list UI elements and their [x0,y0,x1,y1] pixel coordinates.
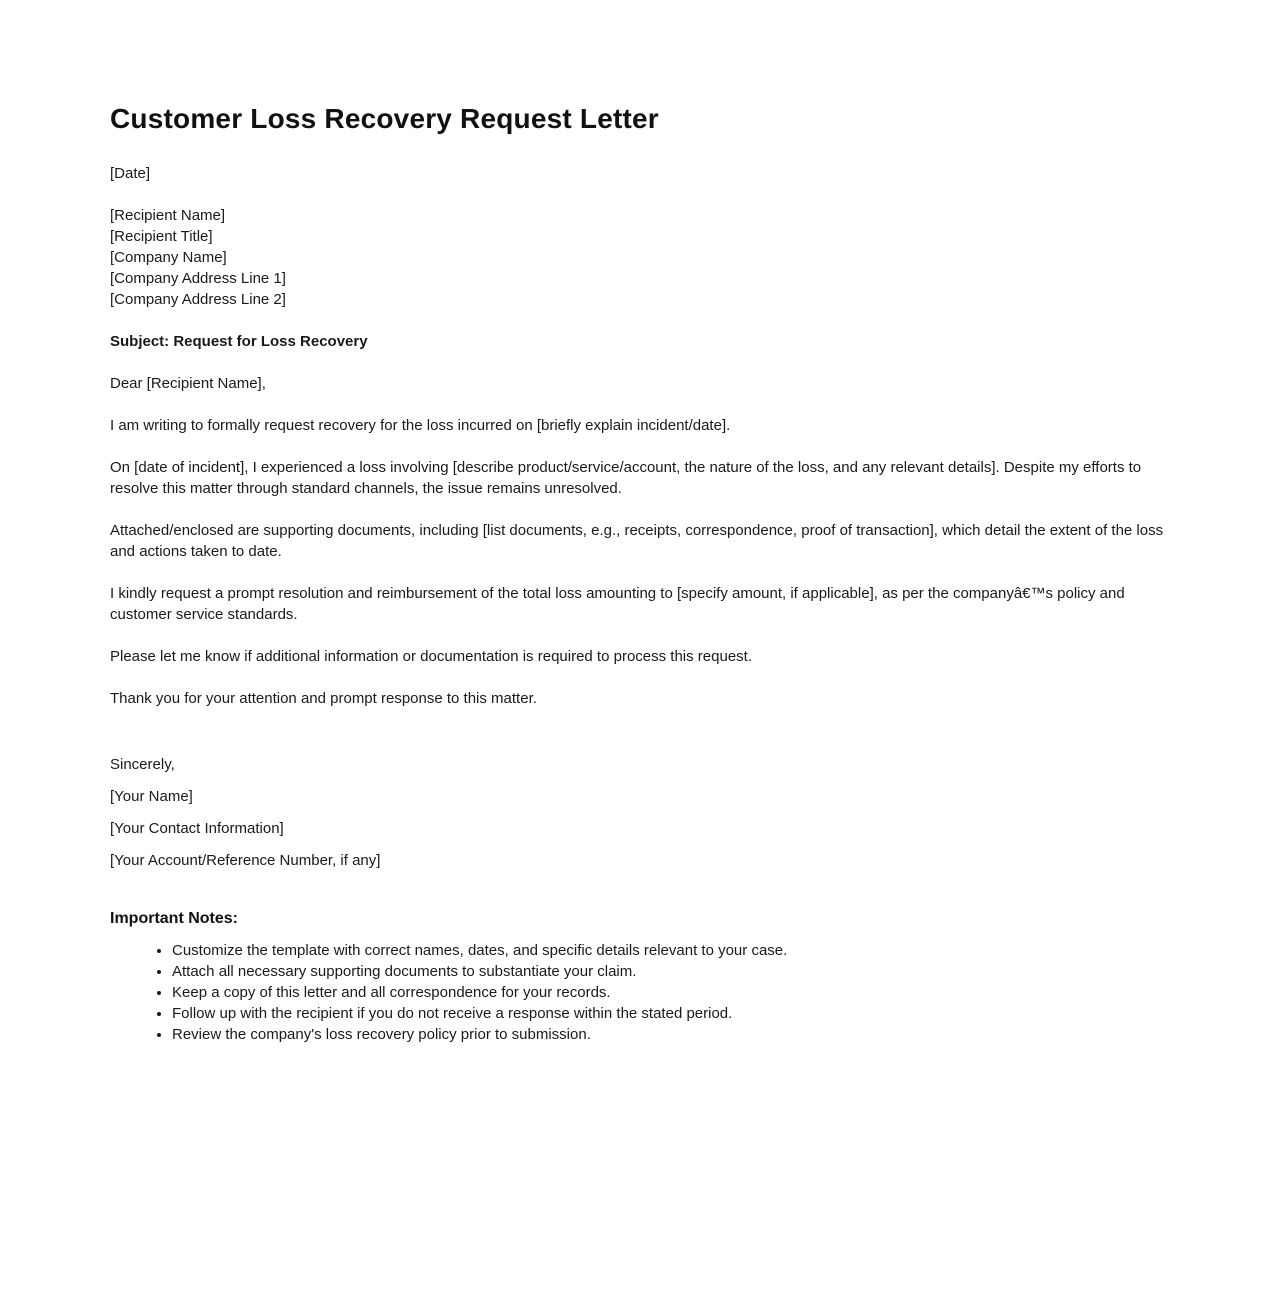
body-paragraph: I am writing to formally request recovery for the loss incurred on [briefly explain incident/date]. [110,417,731,434]
body-paragraph: Please let me know if additional information or documentation is required to process this request. [110,648,753,665]
signature-line-contact: [Your Contact Information] [110,820,284,837]
note-item: • Customize the template with correct names, dates, and specific details relevant to your case. [172,940,1165,961]
date-placeholder: [Date] [110,165,151,182]
note-item: • Follow up with the recipient if you do not receive a response within the stated period. [172,1003,1165,1024]
note-item: • Attach all necessary supporting documents to substantiate your claim. [172,961,1165,982]
closing: Sincerely, [110,756,175,773]
company-name-line: [Company Name] [110,249,227,266]
signature-line-account: [Your Account/Reference Number, if any] [110,852,381,869]
note-item: • Keep a copy of this letter and all correspondence for your records. [172,982,1165,1003]
recipient-name-line: [Recipient Name] [110,207,226,224]
signature-line-name: [Your Name] [110,788,193,805]
company-address-line-2: [Company Address Line 2] [110,291,286,308]
note-item: • Review the company's loss recovery policy prior to submission. [172,1024,1165,1045]
body-paragraph: On [date of incident], I experienced a loss involving [describe product/service/account, the nature of the loss, and any relevant details]. Despite my efforts to resolve this matter through standard channels, the issue remains unresolved. [110,459,1142,497]
letter-title: Customer Loss Recovery Request Letter [110,103,659,134]
recipient-block [110,205,1165,310]
body-paragraph: Attached/enclosed are supporting documents, including [list documents, e.g., receipts, correspondence, proof of transaction], which detail the extent of the loss and actions taken to date. [110,522,1164,560]
body-paragraph: Thank you for your attention and prompt response to this matter. [110,690,537,707]
company-address-line-1: [Company Address Line 1] [110,270,286,287]
recipient-title-line: [Recipient Title] [110,228,213,245]
notes-list [110,940,1165,1045]
notes-heading: Important Notes: [110,910,238,927]
subject-line: Subject: Request for Loss Recovery [110,333,368,350]
body-paragraph: I kindly request a prompt resolution and reimbursement of the total loss amounting to [specify amount, if applicable], as per the companyâ€™s policy and customer service standards. [110,585,1125,623]
salutation: Dear [Recipient Name], [110,375,266,392]
